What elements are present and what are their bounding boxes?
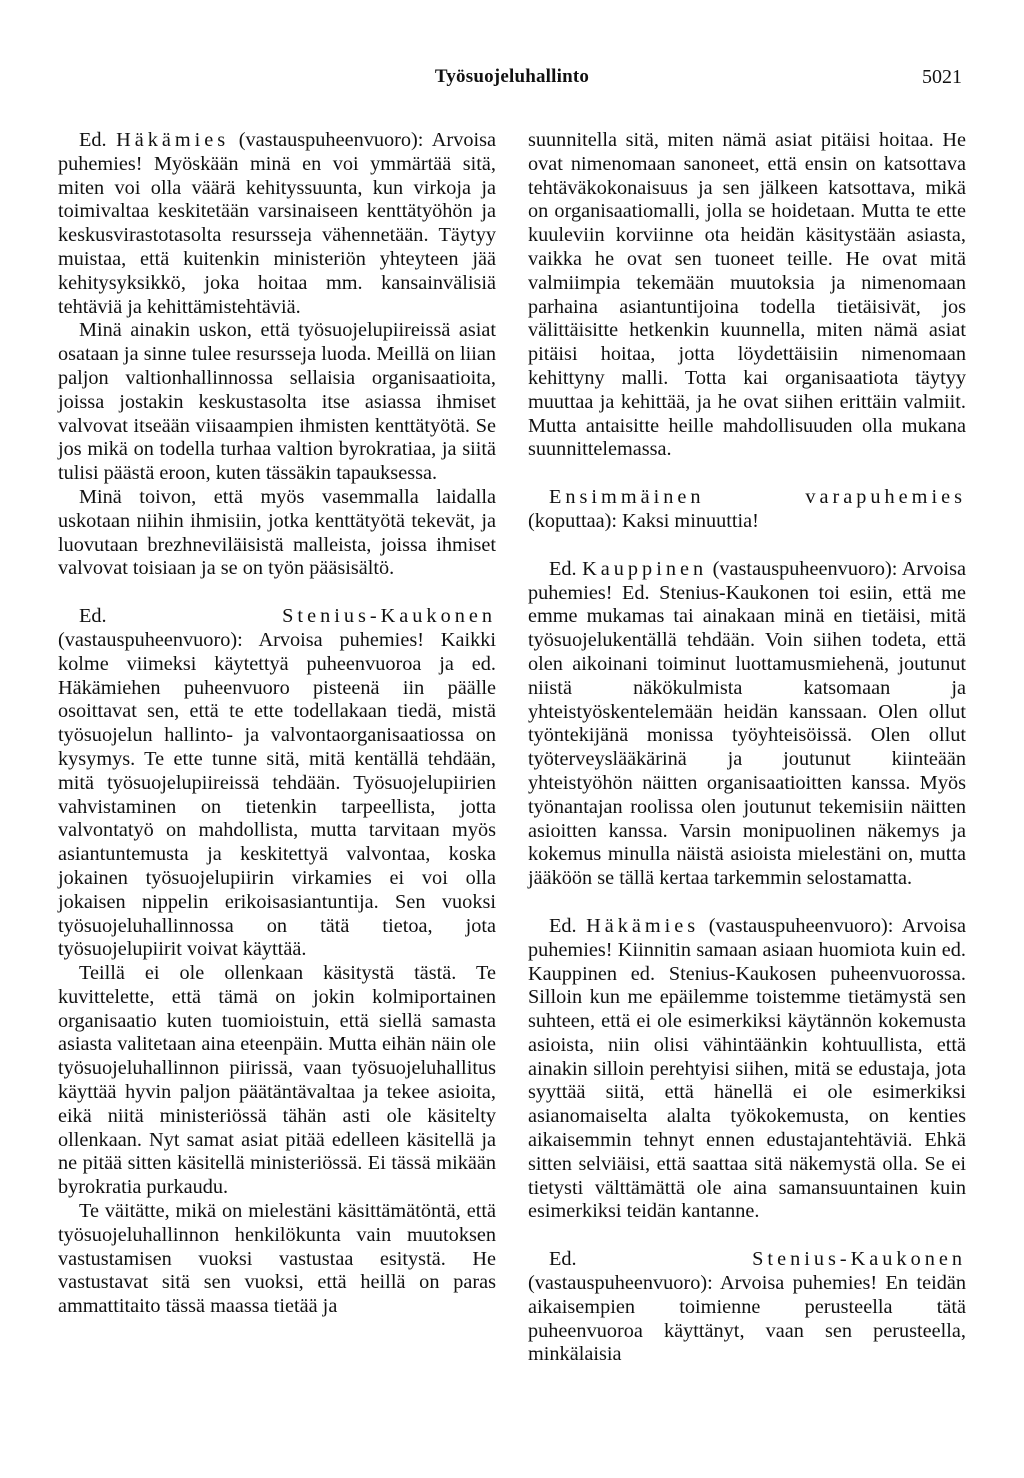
paragraph-text: (vastauspuheenvuoro): Arvoisa puhemies! Ed. Stenius-Kaukonen toi esiin, että me emme mukamas tai ainakaan minä en tietäisi, mitä työsuojelukentällä tehdään. Voin siihen todeta, että olen aikoinani toiminut luottamusmiehenä, joutunut niistä näkökulmista katsomaan ja yhteistyöskentelemään heidän kanssaan. Olen ollut työntekijänä monissa työyhteisöissä. Olen ollut työterveyslääkärinä ja joutunut kiinteään yhteistyöhön näitten organisaatioitten kanssa. Myös työnantajan roolissa olen joutunut tekemisiin näitten asioitten kanssa. Varsin monipuolinen näkemys ja kokemus minulla näistä asioista mielestäni on, mutta jääköön se tällä kertaa tarkemmin selostamatta. [528, 557, 966, 890]
paragraph-text: (vastauspuheenvuoro): Arvoisa puhemies! En teidän aikaisempien toimienne perusteella tätä puheenvuoroa käyttänyt, vaan sen perusteella, minkälaisia [528, 1272, 966, 1366]
paragraph-prefix: Ed. [549, 557, 583, 580]
paragraph-text: (vastauspuheenvuoro): Arvoisa puhemies! Kaikki kolme viimeksi käytettyä puheenvuoroa ja ed. Häkämiehen puheenvuoro pisteenä iin päälle osoittavat sen, että te ette todellakaan tiedä, mistä työsuojelun hallinto- ja valvontaorganisaatiossa on kysymys. Te ette tunne sitä, mitä kentällä tehdään, mitä työsuojelupiireissä tehdään. Työsuojelupiirien vahvistaminen on tietenkin tarpeellista, jotta valvontatyö on mahdollista, mutta tarvitaan myös asiantuntemusta ja keskitettyä valvontaa, koska jokainen työsuojelupiirin virkamies ei voi olla jokaisen nippelin erikoisasiantuntija. Sen vuoksi työsuojeluhallinnossa on tätä tietoa, jota työsuojelupiirit voivat käyttää. [58, 628, 496, 961]
paragraph [528, 558, 966, 891]
paragraph [528, 1248, 966, 1367]
page-header [0, 66, 1024, 94]
paragraph-text: (vastauspuheenvuoro): Arvoisa puhemies! Myöskään minä en voi ymmärtää sitä, miten voi olla väärä kehityssuunta, kun virkoja ja toimivaltaa keskitetään varsinaiseen kenttätyöhön ja keskusvirastotasolta resursseja vähennetään. Täytyy muistaa, että kuitenkin ministeriön yhteyteen jää kehitysyksikkö, joka hoitaa mm. kansainvälisiä tehtäviä ja kehittämistehtäviä. [58, 129, 496, 318]
paragraph [58, 129, 496, 319]
paragraph [528, 915, 966, 1224]
paragraph: Teillä ei ole ollenkaan käsitystä tästä. Te kuvittelette, että tämä on jokin kolmiportainen organisaatio kuten tuomioistuin, että siellä samasta asiasta valitetaan aina eteenpäin. Mutta eihän näin ole työsuojeluhallinnon piirissä, vaan työsuojeluhallitus käyttää hyvin paljon päätäntävaltaa ja tekee asioita, eikä niitä ministeriössä tähän asti ole käsitelty ollenkaan. Nyt samat asiat pitää edelleen käsitellä ja ne pitää sitten käsitellä ministeriössä. Ei tässä mikään byrokratia purkaudu. [58, 962, 496, 1199]
speaker-name: Stenius-Kaukonen [752, 1248, 966, 1271]
paragraph: suunnitella sitä, miten nämä asiat pitäisi hoitaa. He ovat nimenomaan sanoneet, että ensin on katsottava tehtäväkokonaisuus ja sen jälkeen katsottava, mikä on organisaatiomalli, jolla se hoidetaan. Mutta te ette kuuleviin korviinne ota heidän käsitystään asiasta, vaikka he ovat sen tuoneet teille. He ovat mitä valmiimpia tekemään muutoksia ja nimenomaan parhaina asiantuntijoina todella tietäisivät, jos välittäisitte hetkenkin kuunnella, miten nämä asiat pitäisi hoitaa, jotta löydettäisiin nimenomaan kehittyny malli. Totta kai organisaatiota täytyy muuttaa ja kehittää, ja he ovat siihen erittäin valmiit. Mutta antaisitte heille mahdollisuuden olla mukana suunnittelemassa. [528, 129, 966, 461]
speaker-name: Ensimmäinen varapuhemies [549, 486, 966, 509]
paragraph-text: (koputtaa): Kaksi minuuttia! [528, 509, 759, 532]
speaker-name: Häkämies [586, 914, 700, 937]
paragraph-prefix: Ed. [549, 914, 587, 937]
paragraph [58, 605, 496, 962]
paragraph-prefix: Ed. [79, 605, 283, 628]
paragraph: Te väitätte, mikä on mielestäni käsittämätöntä, että työsuojeluhallinnon henkilökunta vain muutoksen vastustamisen vuoksi vastustaa esitystä. He vastustavat sitä sen vuoksi, että heillä on paras ammattitaito tässä maassa tietää ja [58, 1200, 496, 1318]
paragraph: Minä toivon, että myös vasemmalla laidalla uskotaan niihin ihmisiin, jotka kenttätyötä tekevät, ja luovutaan brezhneviläisistä malleista, joissa ihmiset valvovat toisiaan ja se on työn pääsisältö. [58, 485, 496, 580]
speaker-name: Kauppinen [582, 557, 708, 580]
speaker-name: Häkämies [116, 129, 230, 151]
paragraph: Minä ainakin uskon, että työsuojelupiireissä asiat osataan ja sinne tulee resursseja luoda. Meillä on liian paljon valtionhallinnossa sellaisia organisaatioita, joissa jostakin keskustasolta itse asiassa ihmiset valvovat itseään viisaampien ihmisten kenttätyötä. Se jos mikä on todella turhaa valtion byrokratiaa, ja siitä tulisi päästä eroon, kuten tässäkin tapauksessa. [58, 319, 496, 485]
paragraph-prefix: Ed. [79, 129, 117, 151]
left-column [58, 129, 496, 1319]
running-title: Työsuojeluhallinto [434, 66, 590, 87]
paragraph-prefix: Ed. [549, 1248, 753, 1271]
right-column [528, 129, 966, 1367]
page-number: 5021 [922, 66, 962, 88]
paragraph-text: (vastauspuheenvuoro): Arvoisa puhemies! Kiinnitin samaan asiaan huomiota kuin ed. Kauppinen ed. Stenius-Kaukosen puheenvuorossa. Silloin kun me epäilemme toistemme tietämystä sen suhteen, että ei ole esimerkiksi käytännön kokemusta asioista, niin olisi vähintäänkin kohtuullista, että ainakin silloin perehtyisi siihen, mitä se edustaja, jota syyttää siitä, että hänellä ei ole esimerkiksi asianomaiselta alalta työkokemusta, on kenties aikaisemmin tehnyt ennen edustajantehtäviä. Ehkä sitten selviäisi, että saattaa sitä näkemystä olla. Se ei tietysti välttämättä ole aina samansuuntainen kuin esimerkiksi teidän kantanne. [528, 914, 966, 1223]
paragraph [528, 486, 966, 534]
speaker-name: Stenius-Kaukonen [282, 605, 496, 628]
